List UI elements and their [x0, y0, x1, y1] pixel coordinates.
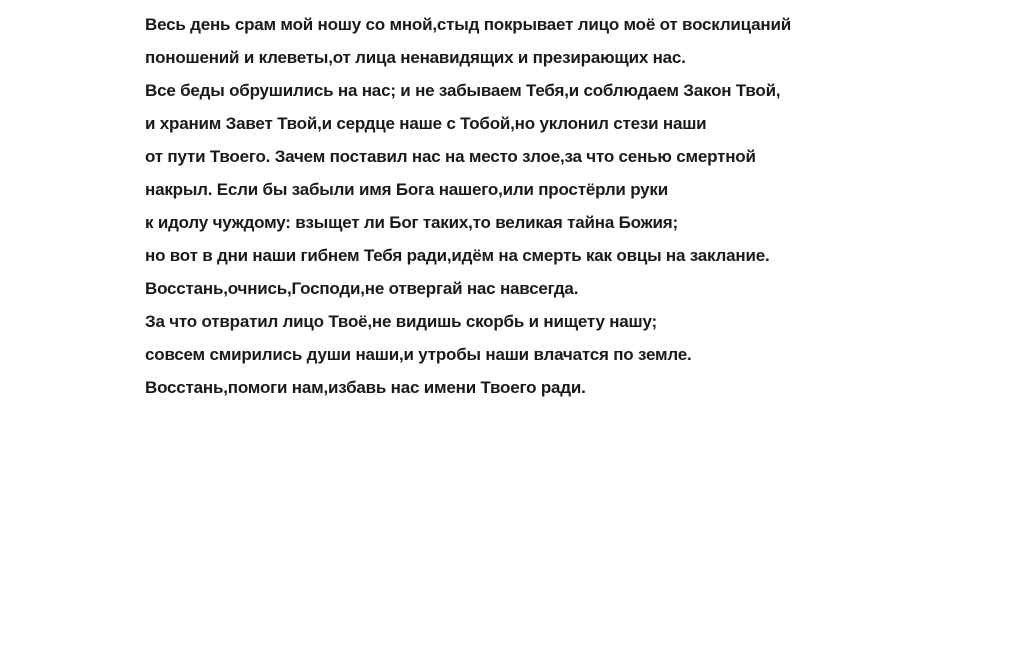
text-line: накрыл. Если бы забыли имя Бога нашего,или простёрли руки: [145, 180, 668, 199]
text-line: поношений и клеветы,от лица ненавидящих и презирающих нас.: [145, 48, 686, 67]
text-line: Восстань,очнись,Господи,не отвергай нас навсегда.: [145, 279, 579, 298]
text-line: За что отвратил лицо Твоё,не видишь скорбь и нищету нашу;: [145, 312, 658, 331]
text-line: к идолу чуждому: взыщет ли Бог таких,то великая тайна Божия;: [145, 213, 678, 232]
text-line: Восстань,помоги нам,избавь нас имени Твоего ради.: [145, 378, 586, 397]
text-line: от пути Твоего. Зачем поставил нас на место злое,за что сенью смертной: [145, 147, 756, 166]
text-line: Весь день срам мой ношу со мной,стыд покрывает лицо моё от восклицаний: [145, 15, 791, 34]
text-line: но вот в дни наши гибнем Тебя ради,идём на смерть как овцы на заклание.: [145, 246, 770, 265]
text-line: совсем смирились души наши,и утробы наши влачатся по земле.: [145, 345, 692, 364]
prayer-text: [145, 8, 995, 404]
text-line: Все беды обрушились на нас; и не забываем Тебя,и соблюдаем Закон Твой,: [145, 81, 781, 100]
text-line: и храним Завет Твой,и сердце наше с Тобой,но уклонил стези наши: [145, 114, 707, 133]
